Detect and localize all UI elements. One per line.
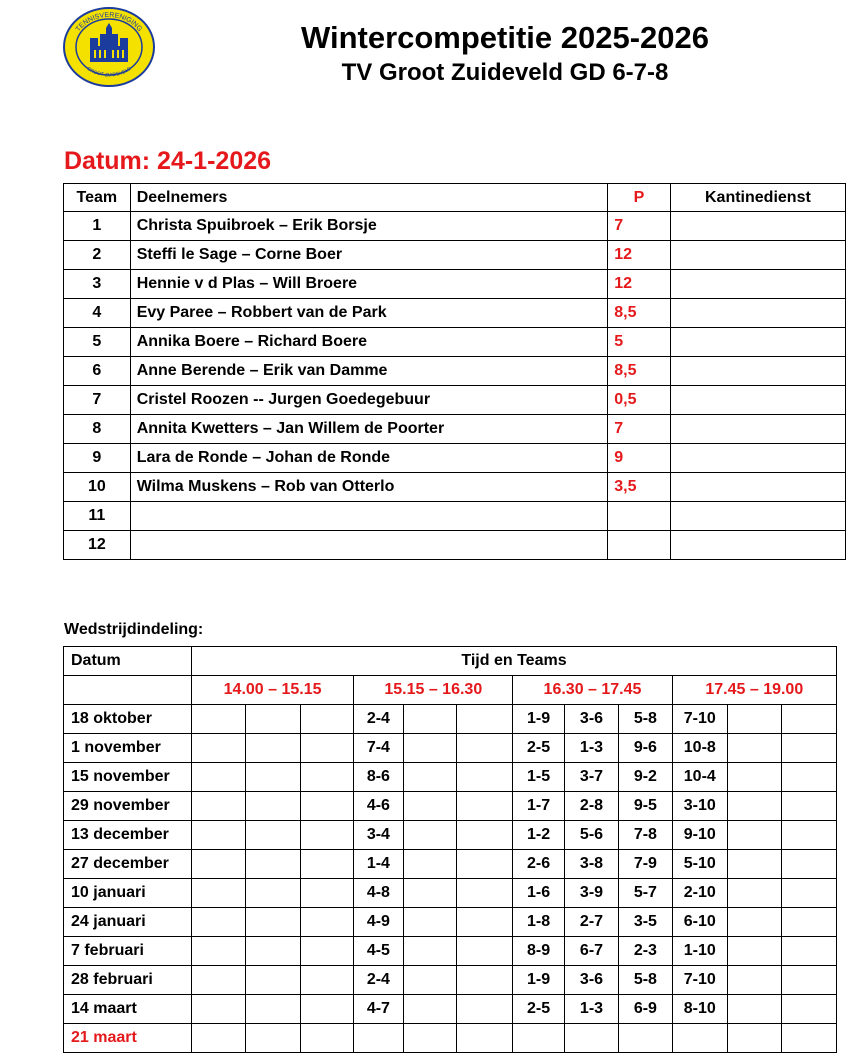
match-cell: 2-10 [672, 879, 727, 908]
schedule-date: 13 december [64, 821, 192, 850]
team-row [64, 241, 846, 270]
match-cell: 1-8 [513, 908, 564, 937]
team-points: 8,5 [608, 357, 671, 386]
team-participants: Cristel Roozen -- Jurgen Goedegebuur [130, 386, 608, 415]
schedule-slots-row [64, 676, 837, 705]
header-kantinedienst: Kantinedienst [670, 184, 845, 212]
match-cell [403, 763, 456, 792]
match-cell: 1-2 [513, 821, 564, 850]
schedule-date: 29 november [64, 792, 192, 821]
team-participants: Wilma Muskens – Rob van Otterlo [130, 473, 608, 502]
match-cell [403, 792, 456, 821]
match-cell [782, 763, 837, 792]
match-cell [728, 879, 782, 908]
match-cell [191, 937, 245, 966]
schedule-row [64, 850, 837, 879]
match-cell [456, 792, 512, 821]
match-cell: 4-6 [354, 792, 403, 821]
match-cell [782, 705, 837, 734]
schedule-header-row [64, 647, 837, 676]
match-cell: 5-6 [564, 821, 618, 850]
match-cell: 1-3 [564, 734, 618, 763]
match-cell [728, 763, 782, 792]
match-cell [456, 966, 512, 995]
team-number: 12 [64, 531, 131, 560]
match-cell: 2-8 [564, 792, 618, 821]
match-cell: 9-6 [619, 734, 672, 763]
match-cell: 7-10 [672, 705, 727, 734]
team-number: 9 [64, 444, 131, 473]
team-number: 10 [64, 473, 131, 502]
match-cell: 9-2 [619, 763, 672, 792]
team-kantinedienst [670, 299, 845, 328]
match-cell [246, 966, 300, 995]
match-cell [300, 966, 353, 995]
match-cell [191, 995, 245, 1024]
schedule-date: 28 februari [64, 966, 192, 995]
team-row [64, 531, 846, 560]
match-cell [300, 937, 353, 966]
match-cell [456, 850, 512, 879]
match-cell [728, 821, 782, 850]
match-cell [456, 937, 512, 966]
match-cell [191, 734, 245, 763]
team-participants [130, 502, 608, 531]
match-cell: 2-4 [354, 705, 403, 734]
match-cell: 4-7 [354, 995, 403, 1024]
schedule-row [64, 763, 837, 792]
team-kantinedienst [670, 444, 845, 473]
match-cell: 2-5 [513, 995, 564, 1024]
match-cell [782, 879, 837, 908]
team-row [64, 502, 846, 531]
match-cell [782, 792, 837, 821]
match-cell [728, 908, 782, 937]
match-cell [300, 908, 353, 937]
slots-empty-cell [64, 676, 192, 705]
match-cell: 5-8 [619, 705, 672, 734]
match-cell [403, 850, 456, 879]
match-cell [300, 879, 353, 908]
match-cell: 3-9 [564, 879, 618, 908]
team-points: 12 [608, 241, 671, 270]
match-cell [728, 995, 782, 1024]
team-row [64, 415, 846, 444]
match-cell [246, 734, 300, 763]
team-kantinedienst [670, 270, 845, 299]
team-points [608, 531, 671, 560]
team-points: 12 [608, 270, 671, 299]
match-cell [456, 763, 512, 792]
team-kantinedienst [670, 502, 845, 531]
schedule-row [64, 879, 837, 908]
match-cell [782, 821, 837, 850]
match-cell: 7-8 [619, 821, 672, 850]
team-number: 1 [64, 212, 131, 241]
schedule-date: 10 januari [64, 879, 192, 908]
team-participants: Hennie v d Plas – Will Broere [130, 270, 608, 299]
match-cell: 2-3 [619, 937, 672, 966]
match-cell [456, 908, 512, 937]
header-deelnemers: Deelnemers [130, 184, 608, 212]
team-points: 3,5 [608, 473, 671, 502]
match-cell [456, 1024, 512, 1053]
match-cell [300, 792, 353, 821]
team-row [64, 357, 846, 386]
schedule-row [64, 966, 837, 995]
match-cell [456, 879, 512, 908]
match-cell [246, 850, 300, 879]
match-cell: 1-9 [513, 966, 564, 995]
team-points: 7 [608, 415, 671, 444]
match-cell: 9-5 [619, 792, 672, 821]
team-kantinedienst [670, 531, 845, 560]
match-cell [728, 792, 782, 821]
team-number: 8 [64, 415, 131, 444]
match-cell: 1-4 [354, 850, 403, 879]
match-cell [672, 1024, 727, 1053]
match-cell [300, 1024, 353, 1053]
team-kantinedienst [670, 212, 845, 241]
match-cell [782, 1024, 837, 1053]
match-cell [782, 734, 837, 763]
match-cell: 2-4 [354, 966, 403, 995]
team-participants [130, 531, 608, 560]
match-cell [403, 705, 456, 734]
match-cell [246, 995, 300, 1024]
match-cell [403, 937, 456, 966]
team-row [64, 270, 846, 299]
match-cell [191, 792, 245, 821]
match-cell: 7-10 [672, 966, 727, 995]
schedule-date: 21 maart [64, 1024, 192, 1053]
match-cell [728, 966, 782, 995]
schedule-date: 24 januari [64, 908, 192, 937]
team-participants: Anne Berende – Erik van Damme [130, 357, 608, 386]
match-cell [300, 734, 353, 763]
match-cell: 8-9 [513, 937, 564, 966]
team-row [64, 386, 846, 415]
match-cell: 3-8 [564, 850, 618, 879]
match-cell [403, 966, 456, 995]
match-cell: 3-5 [619, 908, 672, 937]
team-row [64, 473, 846, 502]
team-kantinedienst [670, 415, 845, 444]
page-title: Wintercompetitie 2025-2026 [300, 20, 710, 55]
match-cell [246, 879, 300, 908]
match-cell [246, 763, 300, 792]
schedule-date: 18 oktober [64, 705, 192, 734]
match-cell: 6-7 [564, 937, 618, 966]
team-points: 0,5 [608, 386, 671, 415]
match-cell: 1-6 [513, 879, 564, 908]
header-tijd-en-teams: Tijd en Teams [191, 647, 836, 676]
svg-text:TENNISVERENIGING: TENNISVERENIGING [74, 11, 144, 33]
team-participants: Lara de Ronde – Johan de Ronde [130, 444, 608, 473]
match-cell [246, 792, 300, 821]
match-cell [403, 879, 456, 908]
match-cell [564, 1024, 618, 1053]
team-points: 9 [608, 444, 671, 473]
team-row [64, 444, 846, 473]
match-cell: 3-6 [564, 705, 618, 734]
match-cell: 8-10 [672, 995, 727, 1024]
match-cell [728, 1024, 782, 1053]
match-cell: 1-3 [564, 995, 618, 1024]
match-cell [300, 995, 353, 1024]
date-heading: Datum: 24-1-2026 [64, 147, 272, 175]
match-cell [782, 966, 837, 995]
schedule-label: Wedstrijdindeling: [64, 621, 204, 638]
schedule-row [64, 908, 837, 937]
match-cell [728, 734, 782, 763]
match-cell [191, 966, 245, 995]
schedule-row [64, 792, 837, 821]
match-cell: 10-4 [672, 763, 727, 792]
match-cell [456, 705, 512, 734]
team-kantinedienst [670, 328, 845, 357]
team-number: 11 [64, 502, 131, 531]
schedule-date: 15 november [64, 763, 192, 792]
match-cell [246, 908, 300, 937]
match-cell [782, 995, 837, 1024]
match-cell: 2-7 [564, 908, 618, 937]
team-participants: Steffi le Sage – Corne Boer [130, 241, 608, 270]
schedule-date: 1 november [64, 734, 192, 763]
schedule-row [64, 995, 837, 1024]
match-cell [403, 734, 456, 763]
match-cell [782, 850, 837, 879]
match-cell: 5-10 [672, 850, 727, 879]
slot-2: 15.15 – 16.30 [354, 676, 513, 705]
match-cell [728, 850, 782, 879]
team-participants: Annika Boere – Richard Boere [130, 328, 608, 357]
match-cell: 10-8 [672, 734, 727, 763]
match-cell: 5-8 [619, 966, 672, 995]
team-number: 3 [64, 270, 131, 299]
match-cell [246, 1024, 300, 1053]
match-cell [300, 850, 353, 879]
schedule-table [63, 646, 837, 1053]
match-cell [728, 937, 782, 966]
match-cell [456, 734, 512, 763]
teams-header-row [64, 184, 846, 212]
team-kantinedienst [670, 473, 845, 502]
schedule-date: 27 december [64, 850, 192, 879]
match-cell: 8-6 [354, 763, 403, 792]
match-cell [403, 908, 456, 937]
team-number: 6 [64, 357, 131, 386]
match-cell [191, 763, 245, 792]
match-cell: 4-8 [354, 879, 403, 908]
match-cell: 3-4 [354, 821, 403, 850]
match-cell [403, 995, 456, 1024]
team-participants: Christa Spuibroek – Erik Borsje [130, 212, 608, 241]
slot-4: 17.45 – 19.00 [672, 676, 836, 705]
match-cell: 6-9 [619, 995, 672, 1024]
team-row [64, 328, 846, 357]
match-cell [300, 705, 353, 734]
match-cell: 6-10 [672, 908, 727, 937]
team-participants: Evy Paree – Robbert van de Park [130, 299, 608, 328]
team-number: 7 [64, 386, 131, 415]
match-cell [246, 705, 300, 734]
match-cell [191, 879, 245, 908]
schedule-date: 7 februari [64, 937, 192, 966]
schedule-row [64, 821, 837, 850]
team-number: 2 [64, 241, 131, 270]
match-cell [619, 1024, 672, 1053]
schedule-date: 14 maart [64, 995, 192, 1024]
team-kantinedienst [670, 357, 845, 386]
team-row [64, 299, 846, 328]
team-participants: Annita Kwetters – Jan Willem de Poorter [130, 415, 608, 444]
match-cell: 1-9 [513, 705, 564, 734]
match-cell [191, 850, 245, 879]
header-team: Team [64, 184, 131, 212]
svg-text:GROOT ZUIDEVELD: GROOT ZUIDEVELD [85, 65, 133, 79]
match-cell: 1-5 [513, 763, 564, 792]
match-cell: 7-4 [354, 734, 403, 763]
schedule-row [64, 1024, 837, 1053]
match-cell [300, 763, 353, 792]
header-p: P [608, 184, 671, 212]
team-kantinedienst [670, 386, 845, 415]
team-kantinedienst [670, 241, 845, 270]
match-cell [728, 705, 782, 734]
schedule-row [64, 734, 837, 763]
match-cell [782, 937, 837, 966]
match-cell [782, 908, 837, 937]
match-cell [300, 821, 353, 850]
slot-1: 14.00 – 15.15 [191, 676, 353, 705]
match-cell: 7-9 [619, 850, 672, 879]
page-subtitle: TV Groot Zuideveld GD 6-7-8 [341, 59, 669, 86]
team-points: 5 [608, 328, 671, 357]
schedule-row [64, 937, 837, 966]
match-cell [191, 908, 245, 937]
match-cell [513, 1024, 564, 1053]
match-cell: 3-7 [564, 763, 618, 792]
match-cell: 3-10 [672, 792, 727, 821]
club-logo [62, 6, 156, 88]
slot-3: 16.30 – 17.45 [513, 676, 672, 705]
match-cell: 9-10 [672, 821, 727, 850]
team-points [608, 502, 671, 531]
team-row [64, 212, 846, 241]
match-cell: 4-9 [354, 908, 403, 937]
team-points: 8,5 [608, 299, 671, 328]
match-cell [191, 821, 245, 850]
header-datum: Datum [64, 647, 192, 676]
match-cell: 4-5 [354, 937, 403, 966]
match-cell: 5-7 [619, 879, 672, 908]
match-cell: 1-10 [672, 937, 727, 966]
match-cell [354, 1024, 403, 1053]
match-cell: 1-7 [513, 792, 564, 821]
match-cell: 3-6 [564, 966, 618, 995]
match-cell: 2-5 [513, 734, 564, 763]
team-number: 4 [64, 299, 131, 328]
match-cell [191, 705, 245, 734]
match-cell: 2-6 [513, 850, 564, 879]
match-cell [191, 1024, 245, 1053]
match-cell [403, 1024, 456, 1053]
match-cell [456, 995, 512, 1024]
team-points: 7 [608, 212, 671, 241]
match-cell [403, 821, 456, 850]
match-cell [456, 821, 512, 850]
teams-table [63, 183, 846, 560]
team-number: 5 [64, 328, 131, 357]
match-cell [246, 821, 300, 850]
match-cell [246, 937, 300, 966]
schedule-row [64, 705, 837, 734]
